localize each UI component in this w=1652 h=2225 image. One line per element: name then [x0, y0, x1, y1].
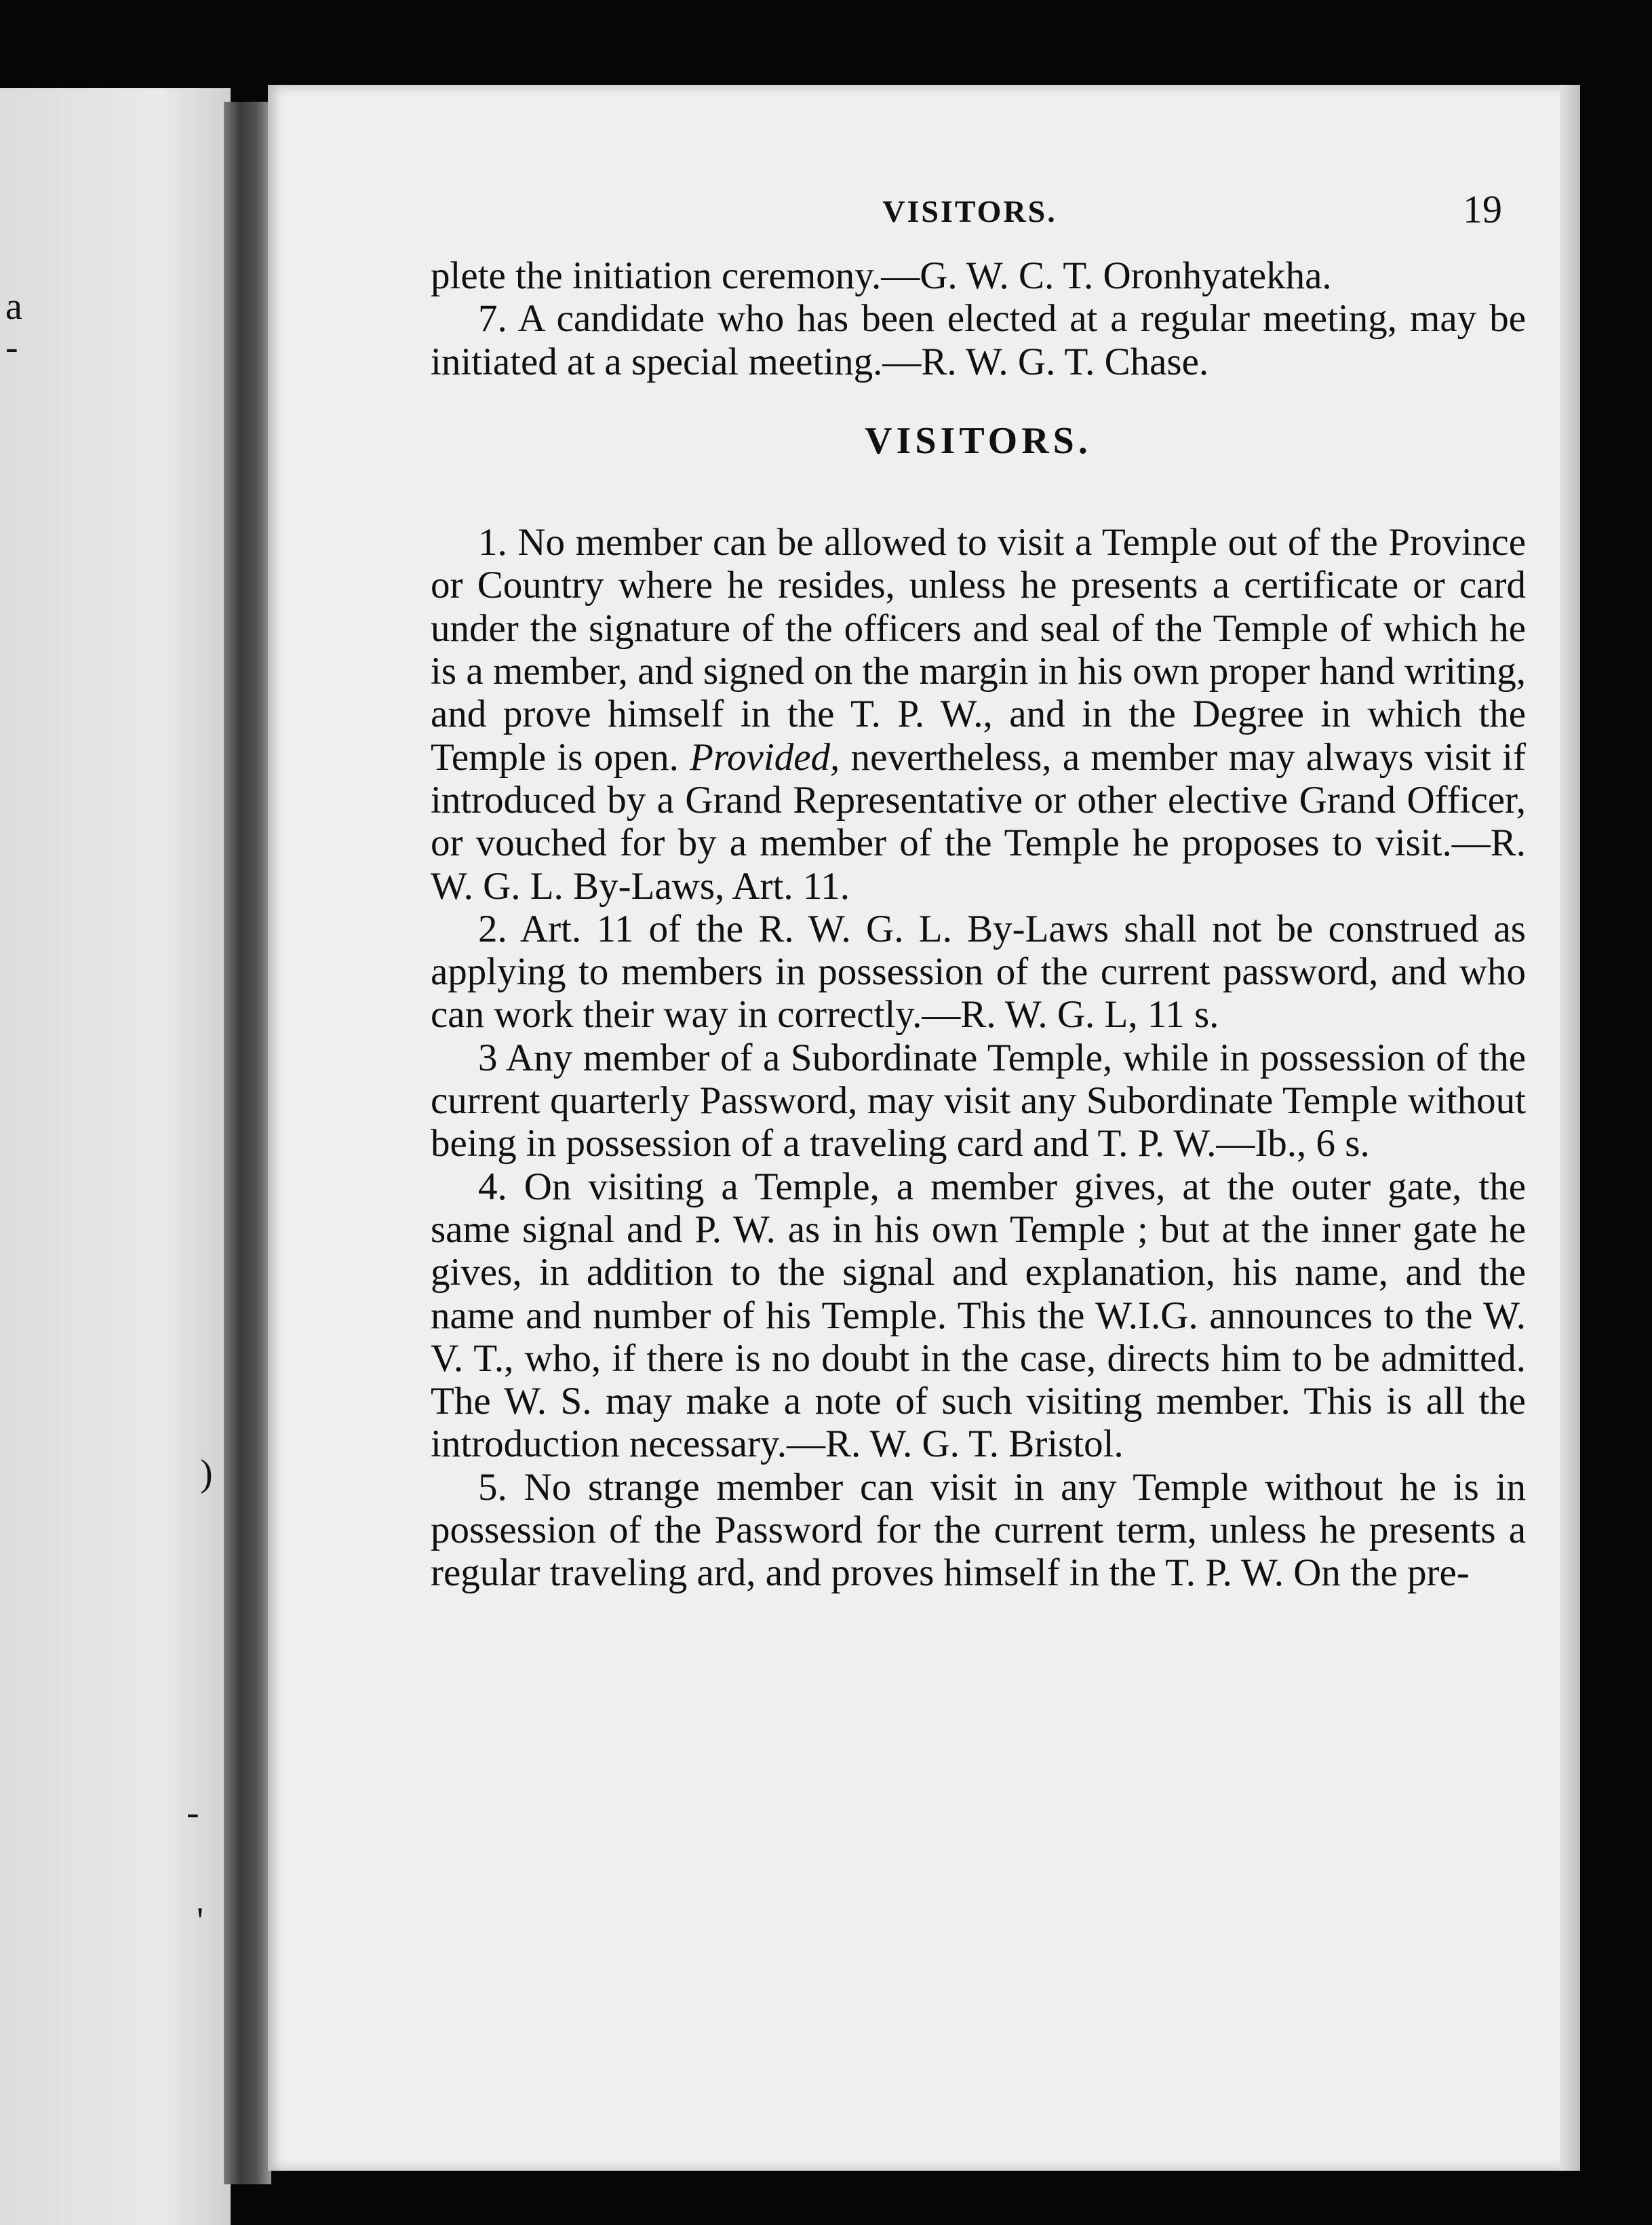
visitors-paragraph-1 — [431, 521, 1526, 908]
paragraph-7: 7. A candidate who has been elected at a regular meeting, may be initiated at a special meeting.—R. W. G. T. Chase. — [431, 297, 1526, 383]
page-19 — [268, 85, 1577, 2171]
left-page-mark: - — [186, 1792, 199, 1834]
paragraph-1-text: 1. No member can be allowed to visit a Temple out of the Province or Country where he resides, unless he presents a certificate or card under the signature of the officers and seal of the Temple of which he is a member, and signed on the margin in his own proper hand writing, and prove himself in the T. P. W., and in the Degree in which the Temple is open. — [431, 521, 1526, 779]
paragraph-1-text-continued: nevertheless, a member may always visit if introduced by a Grand Representative or other elective Grand Officer, or vouched for by a member of the Temple he proposes to visit.—R. W. G. L. By-Laws, Art. 11. — [431, 735, 1526, 908]
left-page-edge — [0, 88, 231, 2225]
visitors-paragraph-4: 4. On visiting a Temple, a member gives, at the outer gate, the same signal and P. W. as in his own Temple ; but at the inner gate he gives, in addition to the signal and explanation, his name, and the name and number of his Temple. This the W.I.G. announces to the W. V. T., who, if there is no doubt in the case, directs him to be admitted. The W. S. may make a note of such visiting member. This is all the introduction necessary.—R. W. G. T. Bristol. — [431, 1165, 1526, 1466]
right-page-edge — [1560, 85, 1580, 2171]
paragraph-1-italic: Provided, — [690, 735, 840, 779]
running-head — [437, 187, 1502, 234]
left-page-mark: - — [5, 326, 18, 368]
page-number: 19 — [1463, 187, 1502, 231]
left-page-mark: ) — [200, 1452, 213, 1494]
left-page-mark: ' — [197, 1900, 204, 1942]
running-title: VISITORS. — [882, 194, 1057, 229]
visitors-paragraph-5: 5. No strange member can visit in any Temple without he is in possession of the Password for the current term, unless he presents a regular traveling ard, and proves himself in the T. P. W. On the pre- — [431, 1465, 1526, 1595]
visitors-paragraph-2: 2. Art. 11 of the R. W. G. L. By-Laws shall not be construed as applying to members in possession of the current password, and who can work their way in correctly.—R. W. G. L, 11 s. — [431, 907, 1526, 1037]
left-page-mark: a — [5, 286, 22, 328]
visitors-paragraph-3: 3 Any member of a Subordinate Temple, while in possession of the current quarterly Password, may visit any Subordinate Temple without being in possession of a traveling card and T. P. W.—Ib., 6 s. — [431, 1036, 1526, 1165]
body-text — [431, 254, 1526, 1595]
book-gutter — [224, 102, 271, 2184]
section-heading: VISITORS. — [865, 419, 1092, 462]
paragraph-6-continuation: plete the initiation ceremony.—G. W. C. T. Oronhyatekha. — [431, 254, 1332, 297]
